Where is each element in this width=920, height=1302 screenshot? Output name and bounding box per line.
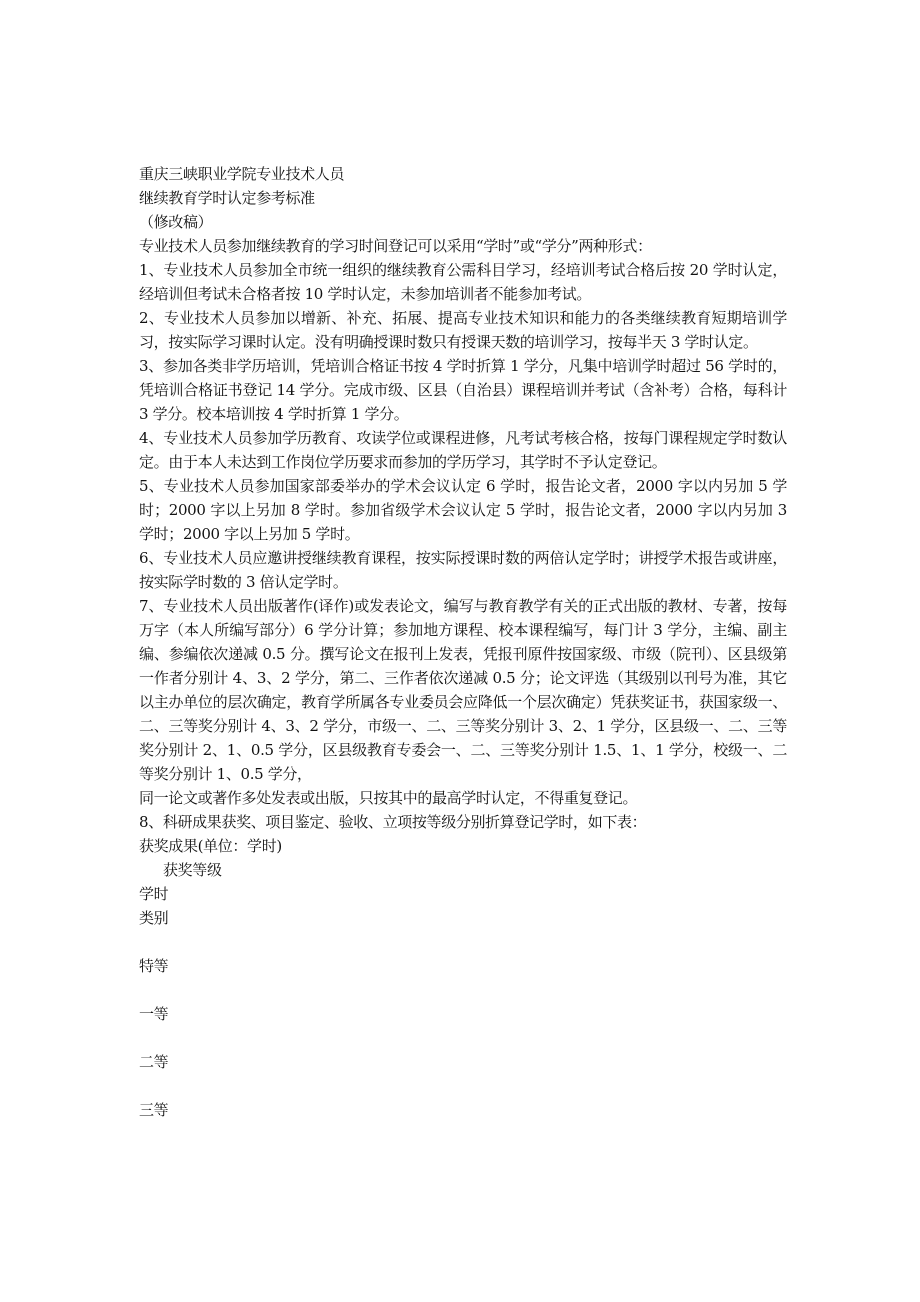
level-row-second: 二等 [139,1053,169,1071]
level-row-first: 一等 [139,1005,169,1023]
rule-item-1: 1、专业技术人员参加全市统一组织的继续教育公需科目学习，经培训考试合格后按 20 学时认定，经培训但考试未合格者按 10 学时认定，未参加培训者不能参加考试。 [139,261,787,303]
rule-item-8: 8、科研成果获奖、项目鉴定、验收、立项按等级分别折算登记学时，如下表： [139,813,647,831]
rule-item-7-tail: 同一论文或著作多处发表或出版，只按其中的最高学时认定，不得重复登记。 [139,789,638,807]
doc-title-note: （修改稿） [139,213,213,231]
doc-title-line2: 继续教育学时认定参考标准 [139,189,315,207]
rule-item-5: 5、专业技术人员参加国家部委举办的学术会议认定 6 学时，报告论文者，2000 字以内另加 5 学时；2000 字以上另加 8 学时。参加省级学术会议认定 5 学时，报告论文者，2000 字以内另加 3 学时；2000 字以上另加 5 学时。 [139,477,787,543]
table-header-hours: 学时 [139,885,169,903]
level-row-third: 三等 [139,1101,169,1119]
document-body [139,162,787,1122]
rule-item-2: 2、专业技术人员参加以增新、补充、拓展、提高专业技术知识和能力的各类继续教育短期培训学习，按实际学习课时认定。没有明确授课时数只有授课天数的培训学习，按每半天 3 学时认定。 [139,309,787,351]
table-header-level: 获奖等级 [163,861,222,879]
rule-item-6: 6、专业技术人员应邀讲授继续教育课程，按实际授课时数的两倍认定学时；讲授学术报告或讲座，按实际学时数的 3 倍认定学时。 [139,549,787,591]
level-row-special: 特等 [139,957,169,975]
table-caption: 获奖成果(单位：学时) [139,837,282,855]
rule-item-7: 7、专业技术人员出版著作(译作)或发表论文，编写与教育教学有关的正式出版的教材、专著，按每万字（本人所编写部分）6 学分计算；参加地方课程、校本课程编写，每门计 3 学分，主编、副主编、参编依次递减 0.5 分。撰写论文在报刊上发表，凭报刊原件按国家级、市级（院刊）、区县级第一作者分别计 4、3、2 学分，第二、三作者依次递减 0.5 分；论文评选（其级别以刊号为准，其它以主办单位的层次确定，教育学所属各专业委员会应降低一个层次确定）凭获奖证书，获国家级一、二、三等奖分别计 4、3、2 学分，市级一、二、三等奖分别计 3、2、1 学分，区县级一、二、三等奖分别计 2、1、0.5 学分，区县级教育专委会一、二、三等奖分别计 1.5、1、1 学分，校级一、二等奖分别计 1、0.5 学分， [139,597,787,783]
rule-item-4: 4、专业技术人员参加学历教育、攻读学位或课程进修，凡考试考核合格，按每门课程规定学时数认定。由于本人未达到工作岗位学历要求而参加的学历学习，其学时不予认定登记。 [139,429,787,471]
table-header-category: 类别 [139,909,169,927]
doc-title-line1: 重庆三峡职业学院专业技术人员 [139,165,345,183]
rule-item-3: 3、参加各类非学历培训，凭培训合格证书按 4 学时折算 1 学分，凡集中培训学时超过 56 学时的，凭培训合格证书登记 14 学分。完成市级、区县（自治县）课程培训并考试（含补考）合格，每科计 3 学分。校本培训按 4 学时折算 1 学分。 [139,357,787,423]
doc-intro: 专业技术人员参加继续教育的学习时间登记可以采用“学时”或“学分”两种形式： [139,237,652,255]
